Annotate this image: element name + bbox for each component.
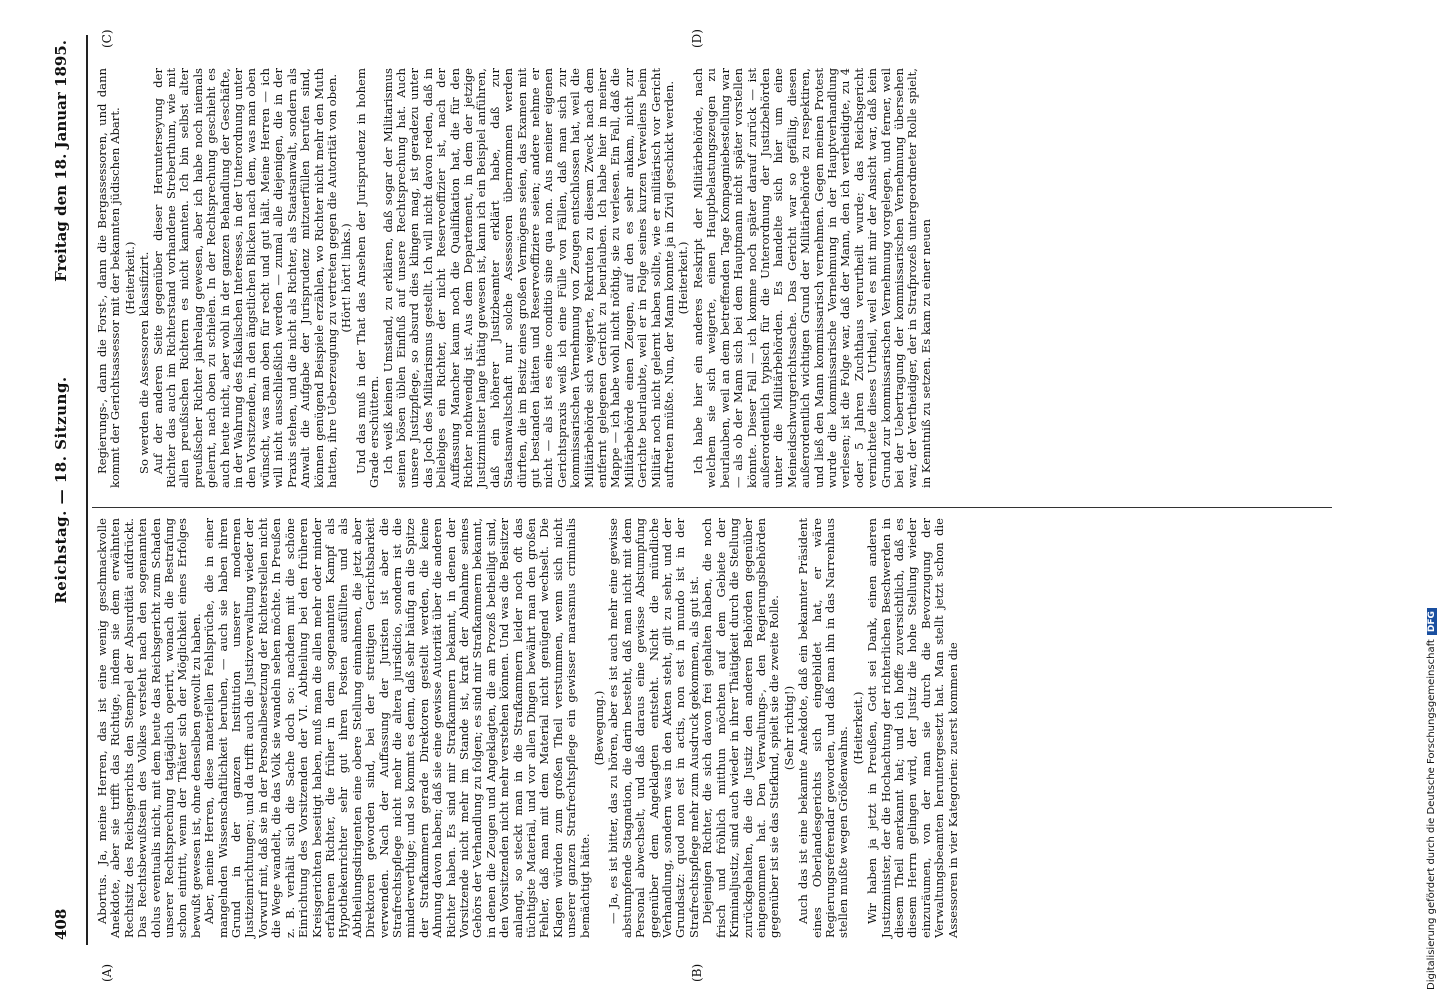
margin-marker-c: (C) <box>100 29 114 48</box>
right-text-column <box>96 68 1326 488</box>
paragraph: Abortus. Ja, meine Herren, das ist eine wenig geschmackvolle Anekdote, aber sie trifft das Richtige, indem sie dem erwähnten Rechtsitz des Reichsgerichts den Stempel der Absurdität aufdrückt. Das Rechtsbewußtsein des Volkes versteht nach den sogenannten dolus eventualis nicht, mit dem heute das Reichsgericht zum Schaden unserer Rechtsprechung tagtäglich operirt, wonach die Bestrafung schon eintritt, wenn der Thäter sich der Möglichkeit eines Erfolges bewußt gewesen ist, ohne denselben gewollt zu haben. <box>95 518 203 938</box>
running-title: Reichstag. — 18. Sitzung. <box>52 376 70 604</box>
interjection: (Heiterkeit.) <box>122 241 137 315</box>
paragraph: Und das muß in der That das Ansehen der Jurisprudenz in hohem Grade erschüttern. <box>353 68 382 488</box>
paragraph: Wir haben ja jetzt in Preußen, Gott sei Dank, einen anderen Justizminister, der die Hochachtung der richterlichen Beschwerden in diesem Theil anerkannt hat; und ich hoffe zuversichtlich, daß es diesem Herrn gelingen wird, der Justiz die hohe Stellung wieder einzuräumen, von der man sie durch die Bevorzugung der Verwaltungsbeamten heruntergesetzt hat. Man stellt jetzt schon die Assessoren in vier Kategorien: zuerst kommen die <box>865 518 960 938</box>
page-header <box>52 40 80 940</box>
interjection: (Heiterkeit.) <box>850 691 865 765</box>
header-rule <box>86 35 88 945</box>
margin-marker-b: (B) <box>690 963 704 982</box>
page-number: 408 <box>52 908 70 940</box>
interjection: (Sehr richtig!) <box>781 685 796 771</box>
interjection: (Heiterkeit.) <box>676 241 691 315</box>
interjection: (Bewegung.) <box>592 690 607 766</box>
paragraph: Auf der anderen Seite gegenüber dieser Herunterseyung der Richter das auch im Richterstand vorhandene Streberthum, wie mit allen preußischen Richtern es nicht kannten. Ich bin selbst alter preußischer Richter jahrelang gewesen, aber ich habe noch niemals gelernt, nach oben zu schielen. In der Rechtsprechung geschieht es auch heute nicht, aber wohl in der ganzen Behandlung der Geschäfte, in der Wahrung des fiskalischen Interesses, in der Unterordnung unter den Vorsitzenden, in den ängstlichen Blicken nach dem, was man oben wünscht, was man oben für recht und gut hält. Meine Herren — ich will nicht ausschließlich werden — zumal alle diejenigen, die in der Praxis stehen, und die nicht als Richter, als Staatsanwalt, sondern als Anwalt die Aufgabe der Jurisprudenz mitzuerfüllen berufen sind, können genügend Beispiele erzählen, wo Richter nicht mehr den Muth hatten, ihre Ueberzeugung zu vertreten gegen die Autorität von oben. <box>150 68 339 488</box>
margin-marker-a: (A) <box>100 963 114 982</box>
paragraph: Diejenigen Richter, die sich davon frei gehalten haben, die noch frisch und fröhlich mitthun möchten auf dem Gebiete der Kriminaljustiz, sind auch wieder in ihrer Thätigkeit durch die Stellung zurückgehalten, die die Justiz den anderen Behörden gegenüber eingenommen hat. Den Verwaltungs-, den Regierungsbehörden gegenüber ist sie das Stiefkind, spielt sie die zweite Rolle. <box>700 518 782 938</box>
paragraph: So werden die Assessoren klassifizirt. <box>137 251 152 474</box>
session-date: Freitag den 18. Januar 1895. <box>52 40 70 282</box>
paragraph: Auch das ist eine bekannte Anekdote, daß ein bekannter Präsident eines Oberlandesgerichts sich eingebildet hat, er wäre Regierungsreferendar geworden, und daß man ihn in das Narrenhaus stellen mußte wegen Größenwahns. <box>796 518 851 938</box>
dfg-logo: DFG <box>1427 608 1437 635</box>
interjection: (Hört! hört! links.) <box>339 223 354 333</box>
left-text-column <box>96 518 1326 938</box>
paragraph: — Ja, es ist bitter, das zu hören, aber es ist auch mehr eine gewisse abstumpfende Stagnation, die darin besteht, daß man nicht mit dem Personal abwechselt, und daß daraus eine gewisse Abstumpfung gegenüber dem Angeklagten entsteht. Nicht die mündliche Verhandlung, sondern was in den Akten steht, gilt zu sehr, und der Grundsatz: quod non est in actis, non est in mundo ist in der Strafrechtspflege mehr zum Ausdruck gekommen, als gut ist. <box>606 518 701 938</box>
margin-marker-d: (D) <box>690 29 704 48</box>
credit-line <box>1426 0 1442 990</box>
paragraph: Regierungs-, dann die Forst-, dann die Bergassessoren, und dann kommt der Gerichtsassessor mit der bekannten jüdischen Abart. <box>95 68 123 488</box>
paragraph: Aber, meine Herren, diese materiellen Fehlsprüche, die in einer mangelnden Wissenschaftlichkeit beruhen, — auch sie haben ihren Grund in der ganzen Institution unserer modernen Justizeinrichtungen; und da trifft auch die Justizverwaltung wieder der Vorwurf mit, daß sie in der Personalbesetzung der Richterstellen nicht die Wege wandelt, die das Volk sie wandeln sehen möchte. In Preußen z. B. verhält sich die Sache doch so: nachdem mit die schöne Einrichtung des Vorsitzenden der VI. Abtheilung bei den früheren Kreisgerichten beseitigt haben, muß man die allen mehr oder minder erfahrenen Richter, die früher in dem sogenannten Kampf als Hypothekenrichter sehr gut ihren Posten ausfüllten und als Abtheilungsdirigenten eine obere Stellung einnahmen, die jetzt aber Direktoren geworden sind, bei der streitigen Gerichtsbarkeit verwenden. Nach der Auffassung der Juristen ist aber die Strafrechtspflege nicht mehr die altera jurisdicio, sondern ist die minderwerthige; und so kommt es denn, daß sehr häufig an die Spitze der Strafkammern gerade Direktoren gestellt werden, die keine Ahnung davon haben; daß sie eine gewisse Autorität über die anderen Richter haben. Es sind mir Strafkammern bekannt, in denen der Vorsitzende nicht mehr im Stande ist, kraft der Abnahme seines Gehörs der Verhandlung zu folgen; es sind mir Strafkammern bekannt, in denen die Zeugen und Angeklagten, die am Prozeß betheiligt sind, den Vorsitzenden nicht mehr verstehen können. Und was die Beisitzer anlangt, so steckt man in die Strafkammern leider noch oft das tüchtigste Material, und vor allen Dingen bewährt man den großen Fehler, daß man mit dem Material nicht genügend wechselt. Die Klagen würden zum großen Theil verstummen, wenn sich nicht unserer ganzen Strafrechtspflege ein gewisser marasmus criminalis bemächtigt hätte. <box>202 518 592 938</box>
credit-text: Digitalisierung gefördert durch die Deutsche Forschungsgemeinschaft <box>1426 639 1437 990</box>
column-divider <box>92 507 1332 508</box>
paragraph: Ich habe hier ein anderes Reskript der Militärbehörde, nach welchem sie sich weigerte, einen Hauptbelastungszeugen zu beurlauben, weil an dem betreffenden Tage Kompagniebestellung war — als ob der Mann sich bei dem Hauptmann nicht später vorstellen könnte. Dieser Fall — ich komme noch später darauf zurück — ist außerordentlich typisch für die Unterordnung der Justizbehörden unter die Militärbehörden. Es handelte sich hier um eine Meineidschwurgerichtssache. Das Gericht war so gefällig, diesen außerordentlich wichtigen Grund der Militärbehörde zu respektiren, und ließ den Mann kommissarisch vernehmen. Gegen meinen Protest wurde die kommissarische Vernehmung in der Hauptverhandlung verlesen; ist die Folge war, daß der Mann, den ich vertheidigte, zu 4 oder 5 Jahren Zuchthaus verurtheilt wurde; das Reichsgericht vernichtete dieses Urtheil, weil es mit mir der Ansicht war, daß kein Grund zur kommissarischen Vernehmung vorgelegen, und ferner, weil bei der Uebertragung der kommissarischen Vernehmung übersehen war, der Vertheidiger, der in Strafprozeß untergeordneter Rolle spielt, in Kenntniß zu setzen. Es kam zu einer neuen <box>690 68 933 488</box>
digitization-credit <box>1412 0 1437 1000</box>
paragraph: Ich weiß keinen Umstand, zu erklären, daß sogar der Militarismus seinen bösen üblen Einfluß auf unsere Rechtsprechung hat. Auch unsere Justizpflege, so absurd dies klingen mag, ist geradezu unter das Joch des Militarismus gestellt. Ich will nicht davon reden, daß in beliebiges ein Richter, der nicht Reserveoffizier ist, nach der Auffassung Mancher kaum noch die Qualifikation hat, die für den Richter nothwendig ist. Aus dem Departement, in dem der jetzige Justizminister lange thätig gewesen ist, kann ich ein Beispiel anführen, daß ein höherer Justizbeamter erklärt habe, daß zur Staatsanwaltschaft nur solche Assessoren übernommen werden dürften, die im Besitz eines großen Vermögens seien, das Examen mit gut bestanden hätten und Reserveoffiziere seien; andere nehme er nicht — als ist es eine conditio sine qua non. Aus meiner eigenen Gerichtspraxis weiß ich eine Fülle von Fällen, daß man sich zur kommissarischen Vernehmung von Zeugen entschlossen hat, weil die Militärbehörde sich weigerte, Rekruten zu diesem Zweck nach dem entfernt gelegenen Gericht zu beurlauben. Ich habe hier in meiner Mappe — ich habe wohl nicht nöthig, sie zu verlesen. Ein Fall, daß die Militärbehörde einen Zeugen, auf den es sehr ankam, nicht zur Gerichte beurlaubte, weil er in Folge seines kurzen Verweilens beim Militär noch nicht gelernt haben sollte, wie er militärisch vor Gericht auftreten müßte. Nun, der Mann konnte ja in Zivil geschickt werden. <box>380 68 677 488</box>
